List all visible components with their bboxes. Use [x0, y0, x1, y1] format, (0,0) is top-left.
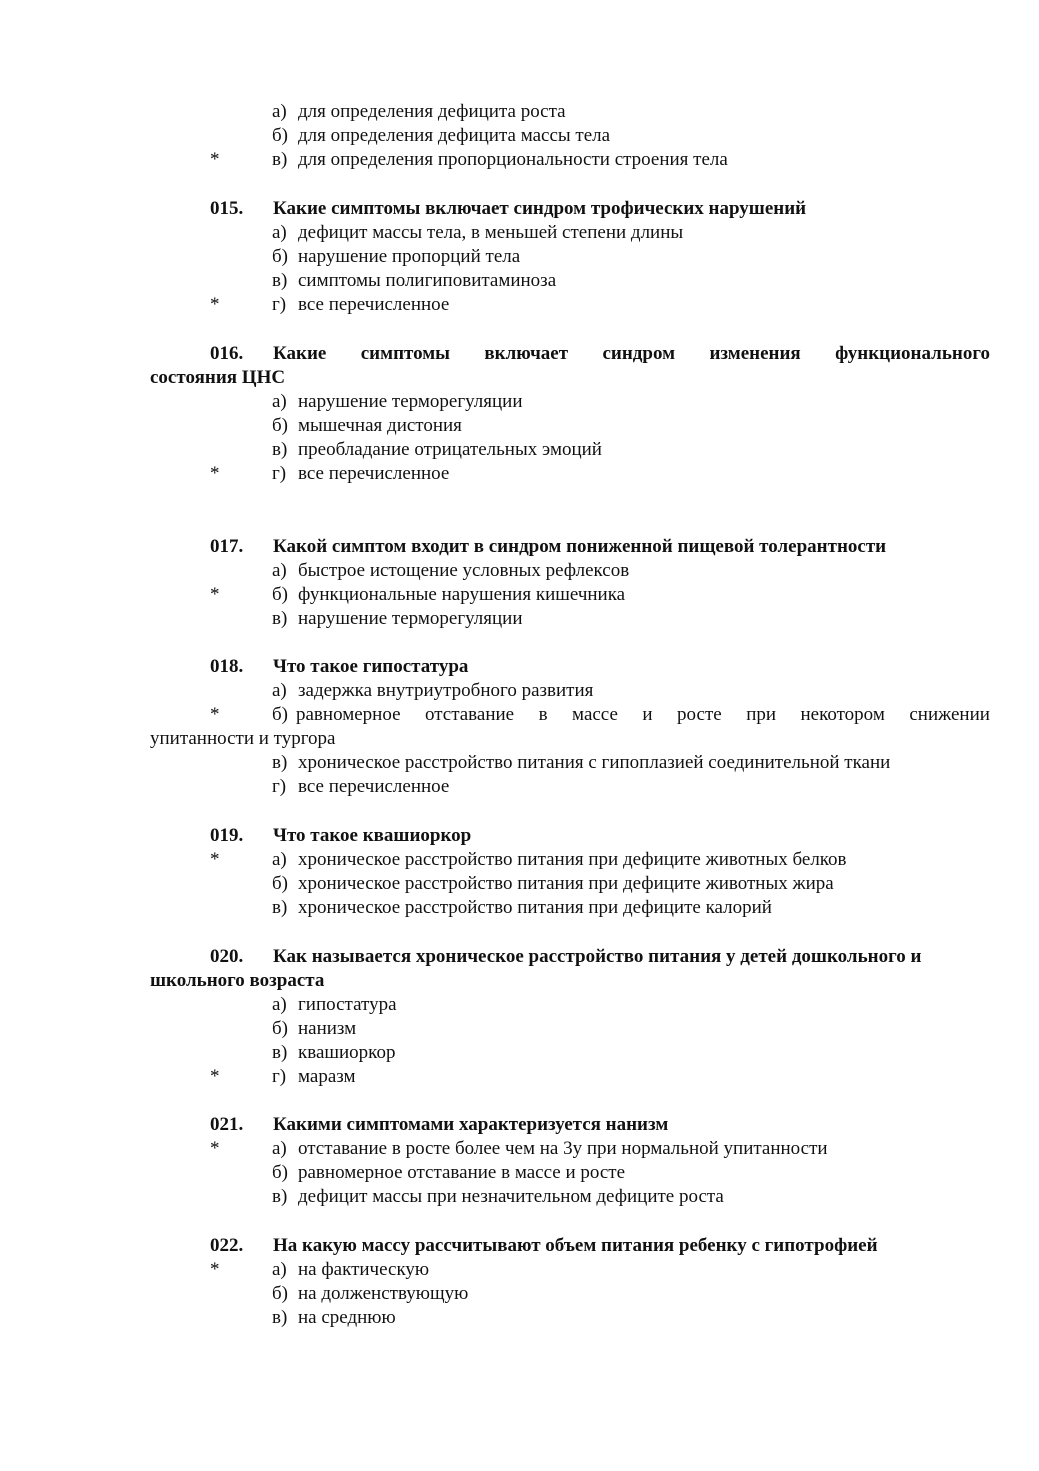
q018-option-b-word: равномерное: [296, 704, 401, 725]
correct-marker: *: [210, 849, 220, 870]
q020-option-a: а) гипостатура: [272, 994, 397, 1015]
correct-marker: *: [210, 584, 220, 605]
q015-option-g: г) все перечисленное: [272, 294, 450, 315]
q016-text-continuation: состояния ЦНС: [150, 367, 286, 388]
q018-option-b-continuation: упитанности и тургора: [150, 728, 336, 749]
q022-text: На какую массу рассчитывают объем питания ребенку с гипотрофией: [273, 1235, 878, 1256]
q018-option-b: [296, 703, 990, 727]
q016-word: симптомы: [360, 343, 451, 364]
q016-word: Какие: [273, 343, 327, 364]
q017-option-v: в) нарушение терморегуляции: [272, 608, 523, 629]
q018-option-b-word: массе: [572, 704, 618, 725]
correct-marker: *: [210, 1259, 220, 1280]
q014-option-b: б) для определения дефицита массы тела: [272, 125, 611, 146]
q022-option-v: в) на среднюю: [272, 1307, 396, 1328]
q019-option-v: в) хроническое расстройство питания при дефиците калорий: [272, 897, 772, 918]
q020-option-g: г) маразм: [272, 1066, 356, 1087]
q016-number: 016.: [210, 343, 244, 364]
q022-option-a: а) на фактическую: [272, 1259, 430, 1280]
q018-number: 018.: [210, 656, 244, 677]
q016-word: включает: [484, 343, 569, 364]
q020-text: Как называется хроническое расстройство питания у детей дошкольного и: [273, 946, 922, 967]
correct-marker: *: [210, 294, 220, 315]
q016-option-v: в) преобладание отрицательных эмоций: [272, 439, 602, 460]
q015-option-a: а) дефицит массы тела, в меньшей степени длины: [272, 222, 684, 243]
q018-option-b-word: в: [538, 704, 548, 725]
q019-number: 019.: [210, 825, 244, 846]
correct-marker: *: [210, 1138, 220, 1159]
q020-text-continuation: школьного возраста: [150, 970, 325, 991]
q021-option-a: а) отставание в росте более чем на 3у при нормальной упитанности: [272, 1138, 828, 1159]
q015-option-b: б) нарушение пропорций тела: [272, 246, 521, 267]
q018-option-a: а) задержка внутриутробного развития: [272, 680, 594, 701]
q021-option-b: б) равномерное отставание в массе и росте: [272, 1162, 625, 1183]
correct-marker: *: [210, 149, 220, 170]
q016-option-b: б) мышечная дистония: [272, 415, 462, 436]
q021-option-v: в) дефицит массы при незначительном дефиците роста: [272, 1186, 724, 1207]
q016-word: изменения: [709, 343, 801, 364]
q018-option-b-mark: б): [272, 704, 288, 725]
correct-marker: *: [210, 704, 220, 725]
q021-text: Какими симптомами характеризуется нанизм: [273, 1114, 669, 1135]
q018-option-b-word: росте: [677, 704, 722, 725]
q018-option-v: в) хроническое расстройство питания с гипоплазией соединительной ткани: [272, 752, 891, 773]
q021-number: 021.: [210, 1114, 244, 1135]
q022-option-b: б) на долженствующую: [272, 1283, 469, 1304]
q016-word: синдром: [602, 343, 676, 364]
q018-option-g: г) все перечисленное: [272, 776, 450, 797]
q017-option-a: а) быстрое истощение условных рефлексов: [272, 560, 630, 581]
q016-option-a: а) нарушение терморегуляции: [272, 391, 523, 412]
q022-number: 022.: [210, 1235, 244, 1256]
q020-number: 020.: [210, 946, 244, 967]
q019-option-b: б) хроническое расстройство питания при дефиците животных жира: [272, 873, 834, 894]
q018-option-b-word: и: [642, 704, 653, 725]
q016-word: функционального: [835, 343, 990, 364]
q015-number: 015.: [210, 198, 244, 219]
q016-text: [273, 342, 990, 366]
q018-option-b-word: отставание: [424, 704, 515, 725]
q015-text: Какие симптомы включает синдром трофических нарушений: [273, 198, 807, 219]
q020-option-v: в) квашиоркор: [272, 1042, 396, 1063]
q017-text: Какой симптом входит в синдром пониженной пищевой толерантности: [273, 536, 887, 557]
q020-option-b: б) нанизм: [272, 1018, 357, 1039]
q014-option-a: а) для определения дефицита роста: [272, 101, 566, 122]
q017-option-b: б) функциональные нарушения кишечника: [272, 584, 626, 605]
q014-option-v: в) для определения пропорциональности строения тела: [272, 149, 728, 170]
q017-number: 017.: [210, 536, 244, 557]
q018-option-b-word: при: [746, 704, 777, 725]
correct-marker: *: [210, 463, 220, 484]
q019-option-a: а) хроническое расстройство питания при дефиците животных белков: [272, 849, 847, 870]
q018-option-b-word: снижении: [909, 704, 990, 725]
q018-text: Что такое гипостатура: [273, 656, 469, 677]
q015-option-v: в) симптомы полигиповитаминоза: [272, 270, 557, 291]
q016-option-g: г) все перечисленное: [272, 463, 450, 484]
q019-text: Что такое квашиоркор: [273, 825, 472, 846]
correct-marker: *: [210, 1066, 220, 1087]
q018-option-b-word: некотором: [800, 704, 885, 725]
